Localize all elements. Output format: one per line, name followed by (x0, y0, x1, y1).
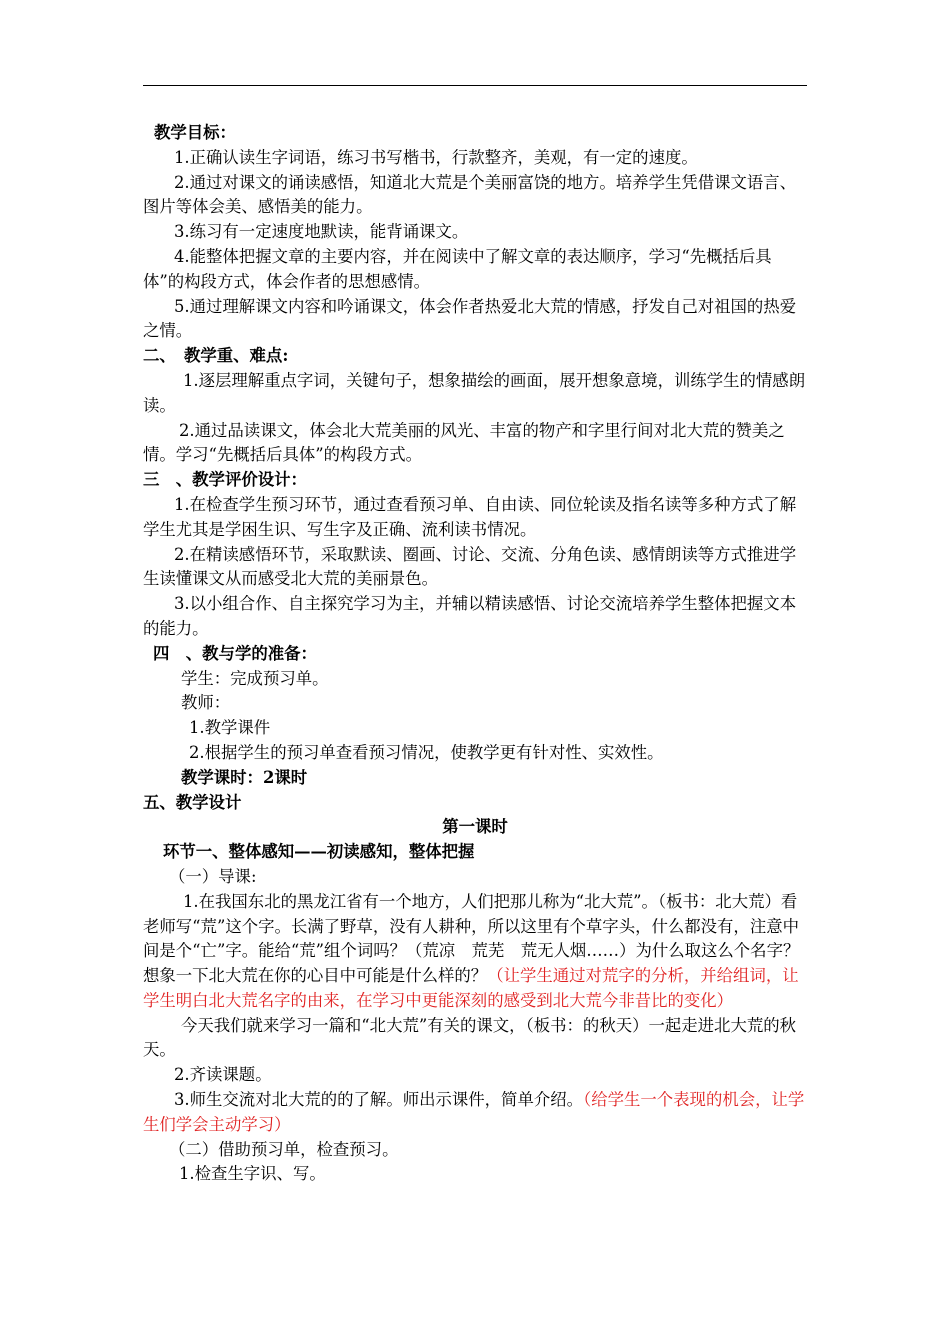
lesson-title: 第一课时 (442, 817, 508, 837)
preparation-heading: 四 、教与学的准备： (153, 643, 317, 663)
objective-item: 5.通过理解课文内容和吟诵课文，体会作者热爱北大荒的情感，抒发自己对祖国的热爱之情。 (143, 296, 797, 341)
preparation-teacher: 教师： (181, 693, 231, 713)
preparation-teacher-item: 2.根据学生的预习单查看预习情况，使教学更有针对性、实效性。 (189, 742, 664, 762)
header-rule (143, 85, 807, 86)
intro-text: 1.在我国东北的黑龙江省有一个地方，人们把那儿称为“北大荒”。（板书：北大荒）看老师写“荒”这个字。长满了野草，没有人耕种，所以这里有个草字头，什么都没有，注意中间是个“亡”字。能给“荒”组个词吗？（荒凉 荒芜 荒无人烟……）为什么取这么个名字？想象一下北大荒在你的心目中可能是什么样的？ (143, 891, 800, 986)
objective-item: 2.通过对课文的诵读感悟，知道北大荒是个美丽富饶的地方。培养学生凭借课文语言、图片等体会美、感悟美的能力。 (143, 172, 797, 217)
key-point-item: 1.逐层理解重点字词，关键句子，想象描绘的画面，展开想象意境，训练学生的情感朗读。 (143, 370, 806, 415)
intro-text: 3.师生交流对北大荒的的了解。师出示课件，简单介绍。 (174, 1090, 584, 1110)
intro-label: （一）导课: (169, 866, 257, 886)
objective-item: 3.练习有一定速度地默读，能背诵课文。 (174, 222, 469, 242)
preparation-student: 学生：完成预习单。 (181, 668, 329, 688)
intro-paragraph: 今天我们就来学习一篇和“北大荒”有关的课文，（板书：的秋天）一起走进北大荒的秋天。 (143, 1015, 797, 1060)
preview-label: （二）借助预习单，检查预习。 (169, 1139, 399, 1159)
evaluation-item: 1.在检查学生预习环节，通过查看预习单、自由读、同位轮读及指名读等多种方式了解学生尤其是学困生识、写生字及正确、流利读书情况。 (143, 494, 797, 539)
evaluation-item: 3.以小组合作、自主探究学习为主，并辅以精读感悟、讨论交流培养学生整体把握文本的能力。 (143, 594, 797, 638)
key-points-heading: 二、 教学重、难点: (143, 346, 289, 366)
intro-note: （让学生通过对荒字的分析，并给组词，让学生明白北大荒名字的由来，在学习中更能深刻的感受到北大荒今非昔比的变化） (143, 966, 799, 1010)
key-point-item: 2.通过品读课文，体会北大荒美丽的风光、丰富的物产和字里行间对北大荒的赞美之情。学习“先概括后具体”的构段方式。 (143, 420, 785, 465)
intro-paragraph (143, 890, 807, 1014)
preparation-teacher-item: 1.教学课件 (189, 718, 271, 738)
intro-note: （给学生一个表现的机会，让学生们学会主动学习） (143, 1090, 805, 1134)
objective-item: 1.正确认读生字词语，练习书写楷书，行款整齐，美观，有一定的速度。 (174, 147, 698, 167)
design-heading: 五、教学设计 (143, 792, 242, 812)
objectives-heading: 教学目标： (154, 123, 236, 142)
objective-item: 4.能整体把握文章的主要内容，并在阅读中了解文章的表达顺序，学习“先概括后具体”的构段方式，体会作者的思想感情。 (143, 246, 772, 291)
preview-paragraph: 1.检查生字识、写。 (179, 1164, 326, 1184)
evaluation-item: 2.在精读感悟环节，采取默读、圈画、讨论、交流、分角色读、感情朗读等方式推进学生读懂课文从而感受北大荒的美丽景色。 (143, 544, 797, 589)
intro-paragraph (143, 1088, 807, 1138)
intro-paragraph: 2.齐读课题。 (174, 1065, 272, 1085)
document-body (143, 121, 807, 1187)
step-heading: 环节一、整体感知——初读感知，整体把握 (163, 842, 475, 862)
evaluation-heading: 三 、教学评价设计： (143, 470, 307, 490)
teaching-hours: 教学课时：2课时 (181, 767, 308, 787)
